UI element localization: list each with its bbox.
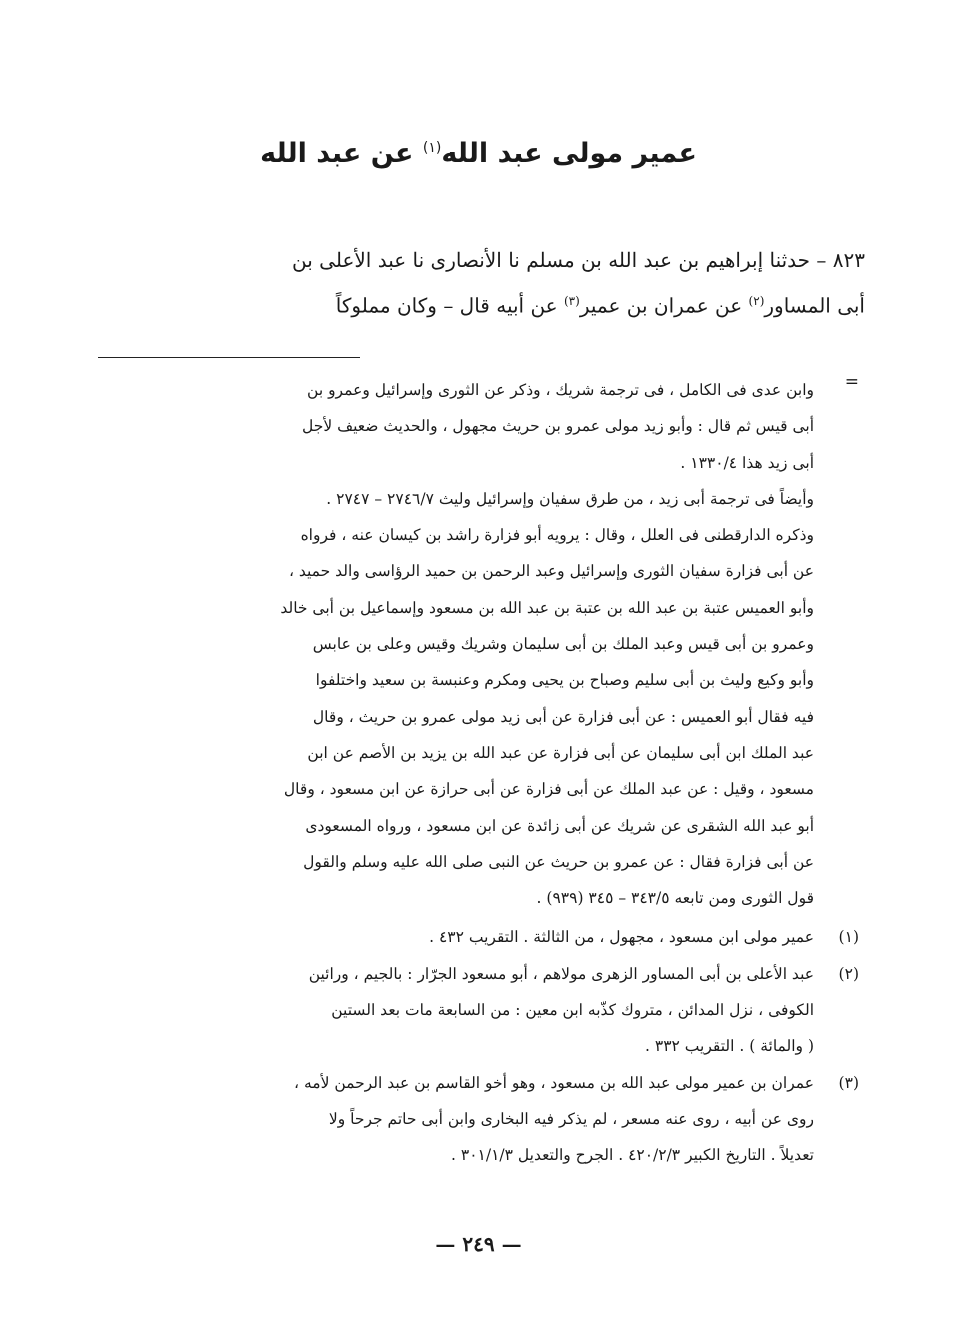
footnote-line: فيه فقال أبو العميس : عن أبى فزارة عن أبى زيد مولى عمرو بن حريث ، وقال <box>312 707 814 726</box>
chapter-title-footnote-marker: (١) <box>422 140 442 156</box>
page-number: — ٢٤٩ — <box>435 1232 522 1256</box>
footnote-line: مسعود ، وقيل : عن عبد الملك عن أبى فزارة عن أبى حرازة عن ابن مسعود ، وقال <box>283 780 814 799</box>
chapter-title-text: عمير مولى عبد الله <box>441 138 697 169</box>
hadith-line-text: عن عمران بن عمير <box>579 293 743 318</box>
footnote-line: وعمرو بن أبى قيس وعبد الملك بن أبى سليمان وشريك وقيس وعلى بن عابس <box>312 635 814 654</box>
footnote-line: عن أبى فزارة فقال : عن عمرو بن حريث عن النبى صلى الله عليه وسلم والقول <box>303 852 814 871</box>
footnote-line: الكوفى ، نزل المدائن ، متروك كذّبه ابن معين : من السابعة مات بعد الستين <box>331 1001 814 1020</box>
footnote-line: أبى زيد هذا ١٣٣٠/٤ . <box>680 453 814 472</box>
footnote-line: عبد الأعلى بن أبى المساور الزهرى مولاهم ، أبو مسعود الجرّار : بالجيم ، ورائين <box>308 964 814 983</box>
footnote-line: عن أبى فزارة سفيان الثورى وإسرائيل وعبد الرحمن بن حميد الرؤاسى والد حميد ، <box>288 562 814 581</box>
chapter-title <box>0 138 957 169</box>
footnote-line: عبد الملك ابن أبى سليمان عن أبى فزارة عن عبد الله بن يزيد بن الأصم عن ابن <box>307 743 814 762</box>
footnote-line: ( والمائة ) . التقريب ٣٣٢ . <box>645 1037 814 1056</box>
footnote-1 <box>94 919 859 955</box>
continuation-mark: = <box>844 372 859 392</box>
hadith-line <box>165 240 865 281</box>
hadith-line-text: أبى المساور <box>764 293 865 318</box>
footnote-marker: (٢) <box>748 294 765 308</box>
footnote-3 <box>94 1065 859 1174</box>
footnote-number: (١) <box>838 928 859 947</box>
footnote-2 <box>94 956 859 1065</box>
chapter-title-text-end: عن عبد الله <box>260 138 414 169</box>
footnote-line: قول الثورى ومن تابعه ٣٤٣/٥ – ٣٤٥ (٩٣٩) . <box>536 889 814 908</box>
footnote-line: وذكره الدارقطنى فى العلل ، وقال : يرويه أبو فزارة راشد بن كيسان عنه ، فرواه <box>300 526 814 545</box>
footnote-marker: (٣) <box>563 294 580 308</box>
footnote-line: أبو عبد الله الشقرى عن شريك عن أبى زائدة عن ابن مسعود ، ورواه المسعودى <box>305 816 814 835</box>
footnote-line: أبى قيس ثم قال : وأبو زيد مولى عمرو بن حريث مجهول ، والحديث ضعيف لأجل <box>302 417 814 436</box>
hadith-line-text: عن أبيه قال – وكان مملوكاً <box>335 293 558 318</box>
footnote-line: وابن عدى فى الكامل ، فى ترجمة شريك ، وذكر عن الثورى وإسرائيل وعمرو بن <box>307 381 814 399</box>
footnote-line: عمير مولى ابن مسعود ، مجهول ، من الثالثة . التقريب ٤٣٢ . <box>429 928 814 947</box>
footnote-line: وأبو وكيع وليث بن أبى سليم وصباح بن يحيى ومكرم وعنبسة بن سعيد واختلفوا <box>315 671 814 690</box>
hadith-line <box>165 281 865 327</box>
footnote-number: (٢) <box>838 964 859 983</box>
hadith-text <box>165 240 865 327</box>
footnotes-section <box>94 372 859 1174</box>
hadith-line-text: ٨٢٣ – حدثنا إبراهيم بن عبد الله بن مسلم نا الأنصارى نا عبد الأعلى بن <box>292 248 865 272</box>
footnote-line: وأيضاً فى ترجمة أبى زيد ، من طرق سفيان وإسرائيل وليث ٢٧٤٦/٧ – ٢٧٤٧ . <box>326 489 814 508</box>
footnote-line: وأبو العميس عتبة بن عبد الله بن عتبة بن عبد الله بن مسعود وإسماعيل بن أبى خالد <box>280 598 814 617</box>
footnote-separator <box>98 357 360 358</box>
footnote-line: عمران بن عمير مولى عبد الله بن مسعود ، وهو أخو القاسم بن عبد الرحمن لأمه ، <box>294 1073 814 1092</box>
footnote-line: روى عن أبيه ، روى عنه مسعر ، لم يذكر فيه البخارى وابن أبى حاتم جرحاً ولا <box>328 1109 814 1128</box>
footnote-number: (٣) <box>838 1073 859 1092</box>
continued-footnote <box>94 372 859 916</box>
footnote-line: تعديلاً . التاريخ الكبير ٤٢٠/٢/٣ . الجرح والتعديل ٣٠١/١/٣ . <box>451 1146 814 1165</box>
